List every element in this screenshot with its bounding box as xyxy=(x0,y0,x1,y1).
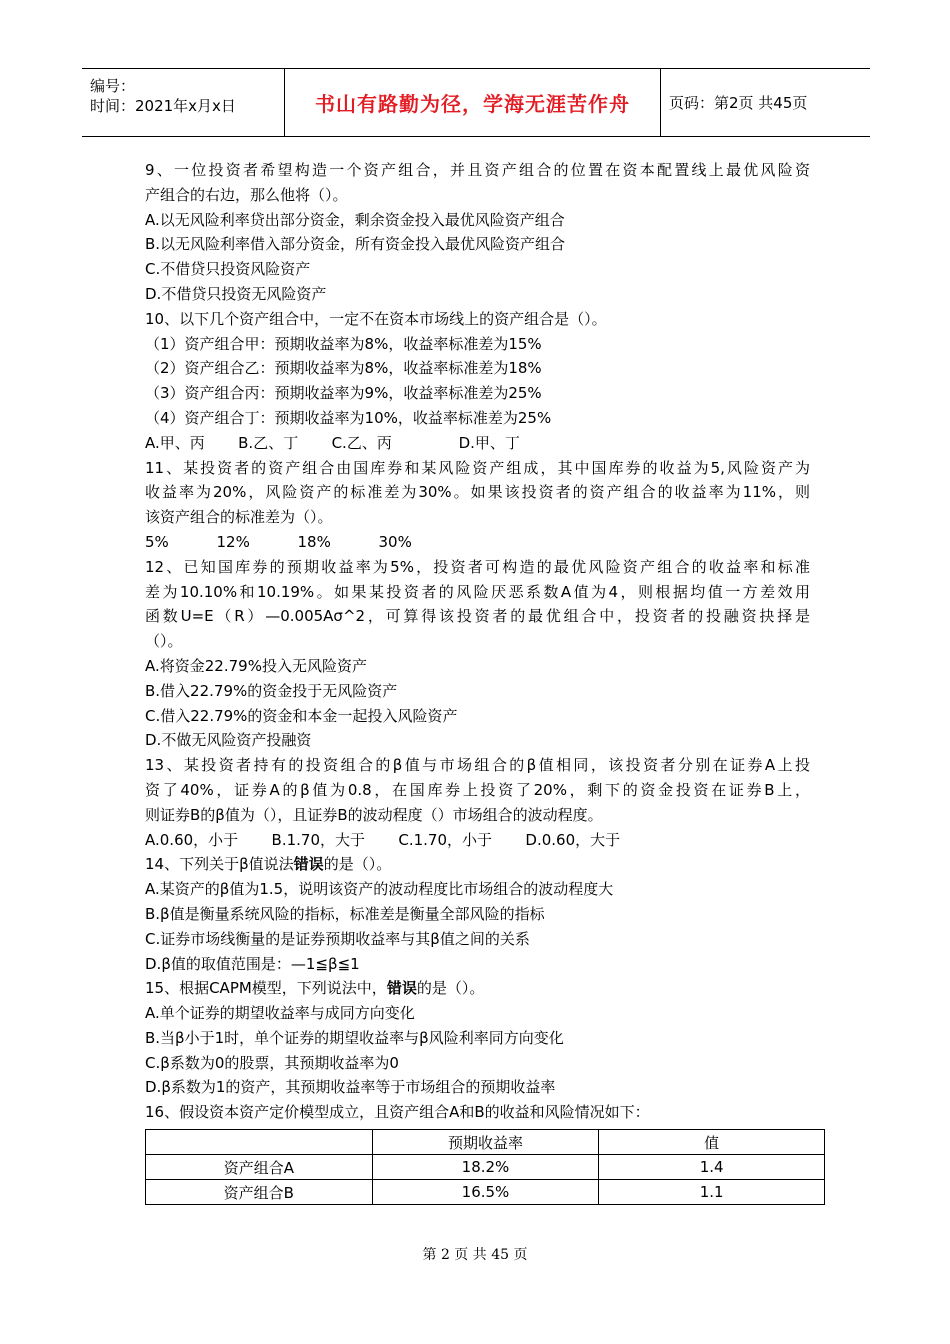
text-line: B.β值是衡量系统风险的指标，标准差是衡量全部风险的指标 xyxy=(145,904,545,923)
table-cell: 资产组合A xyxy=(146,1155,373,1180)
text-line: 资了40%，证券A的β值为0.8，在国库券上投资了20%，剩下的资金投资在证券B上， xyxy=(145,780,810,799)
text-fragment: 15、根据CAPM模型，下列说法中， xyxy=(145,979,387,998)
table-header-row xyxy=(146,1130,825,1155)
text-line: A.0.60，小于 B.1.70，大于 C.1.70，小于 D.0.60，大于 xyxy=(145,830,621,849)
text-line: A.将资金22.79%投入无风险资产 xyxy=(145,656,367,675)
text-line: 产组合的右边，那么他将（）。 xyxy=(145,185,348,204)
text-line: （）。 xyxy=(145,632,183,651)
text-line: B.借入22.79%的资金投于无风险资产 xyxy=(145,681,398,700)
text-line: D.β系数为1的资产，其预期收益率等于市场组合的预期收益率 xyxy=(145,1078,556,1097)
text-line: C.借入22.79%的资金和本金一起投入风险资产 xyxy=(145,706,458,725)
text-line: C.证券市场线衡量的是证券预期收益率与其β值之间的关系 xyxy=(145,929,530,948)
table-cell: 18.2% xyxy=(372,1155,599,1180)
header-info xyxy=(82,69,285,136)
bold-emphasis: 错误 xyxy=(293,855,324,874)
text-line: A.某资产的β值为1.5，说明该资产的波动程度比市场组合的波动程度大 xyxy=(145,880,614,899)
text-fragment: 14、下列关于β值说法 xyxy=(145,855,294,874)
text-line: D.不借贷只投资无风险资产 xyxy=(145,284,327,303)
bold-emphasis: 错误 xyxy=(386,979,417,998)
text-line: D.不做无风险资产投融资 xyxy=(145,731,312,750)
text-line: 9、一位投资者希望构造一个资产组合，并且资产组合的位置在资本配置线上最优风险资 xyxy=(145,161,810,179)
text-line: （1）资产组合甲：预期收益率为8%，收益率标准差为15% xyxy=(145,334,542,353)
table-header-cell: 值 xyxy=(599,1130,825,1155)
text-line: （3）资产组合丙：预期收益率为9%，收益率标准差为25% xyxy=(145,384,542,403)
header-page-info: 页码：第2页 共45页 xyxy=(669,94,808,112)
text-fragment: 的是（）。 xyxy=(323,855,392,874)
text-line: 收益率为20%，风险资产的标准差为30%。如果该投资者的资产组合的收益率为11%，则 xyxy=(145,483,810,502)
text-line: B.以无风险利率借入部分资金，所有资金投入最优风险资产组合 xyxy=(145,235,566,254)
table-cell: 1.4 xyxy=(599,1155,825,1180)
text-line: A.单个证券的期望收益率与成同方向变化 xyxy=(145,1004,415,1023)
table-header-cell: 预期收益率 xyxy=(372,1130,599,1155)
text-line: 该资产组合的标准差为（）。 xyxy=(145,508,333,527)
table-cell: 16.5% xyxy=(372,1180,599,1205)
table-cell: 资产组合B xyxy=(146,1180,373,1205)
text-line: D.β值的取值范围是：—1≦β≦1 xyxy=(145,954,360,973)
text-line: 10、以下几个资产组合中，一定不在资本市场线上的资产组合是（）。 xyxy=(145,309,607,328)
text-line: 差为10.10%和10.19%。如果某投资者的风险厌恶系数A值为4，则根据均值一方差效用 xyxy=(145,582,810,601)
text-line: 12、已知国库券的预期收益率为5%，投资者可构造的最优风险资产组合的收益率和标准 xyxy=(145,557,810,576)
text-line: A.甲、丙 B.乙、丁 C.乙、丙 D.甲、丁 xyxy=(145,433,520,452)
text-line: 则证券B的β值为（），且证券B的波动程度（）市场组合的波动程度。 xyxy=(145,805,603,824)
text-line: C.β系数为0的股票，其预期收益率为0 xyxy=(145,1053,399,1072)
time-label: 时间：2021年x月x日 xyxy=(90,97,236,115)
document-body xyxy=(145,158,810,1125)
page-footer: 第 2 页 共 45 页 xyxy=(422,1247,528,1263)
text-line: 13、某投资者持有的投资组合的β值与市场组合的β值相同，该投资者分别在证券A上投 xyxy=(145,756,810,775)
table-header-cell xyxy=(146,1130,373,1155)
header-motto: 书山有路勤为径，学海无涯苦作舟 xyxy=(285,69,661,136)
page-header xyxy=(82,68,870,137)
text-line: （4）资产组合丁：预期收益率为10%，收益率标准差为25% xyxy=(145,408,552,427)
text-line: 5% 12% 18% 30% xyxy=(145,532,412,551)
table-row xyxy=(146,1180,825,1205)
table-row xyxy=(146,1155,825,1180)
text-line: B.当β小于1时，单个证券的期望收益率与β风险利率同方向变化 xyxy=(145,1028,564,1047)
text-line: （2）资产组合乙：预期收益率为8%，收益率标准差为18% xyxy=(145,359,542,378)
text-line: A.以无风险利率贷出部分资金，剩余资金投入最优风险资产组合 xyxy=(145,210,565,229)
text-line xyxy=(145,852,810,877)
text-line xyxy=(145,976,810,1001)
text-fragment: 的是（）。 xyxy=(416,979,485,998)
text-line: 函数U=E（R）—0.005Aσ^2，可算得该投资者的最优组合中，投资者的投融资抉择是 xyxy=(145,607,810,626)
table-cell: 1.1 xyxy=(599,1180,825,1205)
text-line: C.不借贷只投资风险资产 xyxy=(145,260,311,279)
text-line: 16、假设资本资产定价模型成立，且资产组合A和B的收益和风险情况如下： xyxy=(145,1103,650,1122)
text-line: 11、某投资者的资产组合由国库券和某风险资产组成，其中国库券的收益为5,风险资产为 xyxy=(145,458,810,477)
number-label: 编号： xyxy=(90,77,136,95)
portfolio-table xyxy=(145,1129,825,1205)
